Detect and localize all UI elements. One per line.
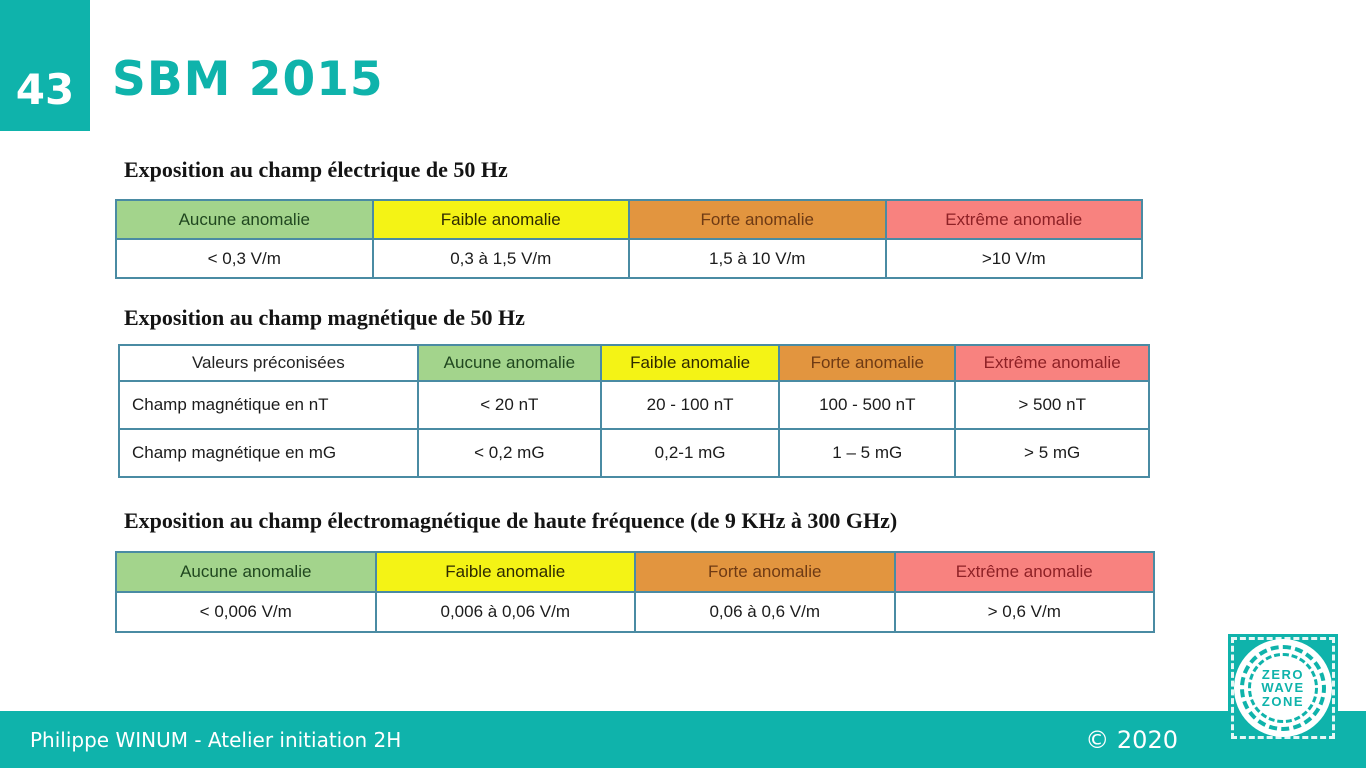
header-cell-valeurs: Valeurs préconisées — [119, 345, 418, 381]
section-heading-magnetic: Exposition au champ magnétique de 50 Hz — [124, 305, 525, 330]
logo-word-zone: ZONE — [1261, 693, 1305, 709]
value-cell: < 0,006 V/m — [116, 592, 376, 632]
footer-bar — [0, 711, 1366, 768]
value-cell: 0,006 à 0,06 V/m — [376, 592, 636, 632]
header-cell-aucune: Aucune anomalie — [418, 345, 601, 381]
value-cell: < 0,2 mG — [418, 429, 601, 477]
value-cell: 1,5 à 10 V/m — [629, 239, 886, 278]
value-cell: 100 - 500 nT — [779, 381, 955, 429]
table-row — [116, 592, 1154, 632]
table-row — [116, 239, 1142, 278]
logo-word-zero: ZERO — [1261, 666, 1305, 682]
value-cell: > 5 mG — [955, 429, 1149, 477]
logo-outer-ring — [1234, 639, 1332, 737]
value-cell: > 0,6 V/m — [895, 592, 1155, 632]
header-cell-extreme: Extrême anomalie — [886, 200, 1143, 239]
header-cell-extreme: Extrême anomalie — [895, 552, 1155, 592]
header-cell-faible: Faible anomalie — [601, 345, 779, 381]
section-heading-electric: Exposition au champ électrique de 50 Hz — [124, 157, 508, 182]
header-cell-extreme: Extrême anomalie — [955, 345, 1149, 381]
magnetic-field-table — [118, 344, 1150, 478]
table-row — [116, 200, 1142, 239]
zero-wave-zone-logo — [1228, 634, 1338, 742]
logo-wordmark — [1261, 668, 1304, 709]
logo-inner-circle — [1248, 653, 1318, 723]
section-heading-hf-electromagnetic: Exposition au champ électromagnétique de haute fréquence (de 9 KHz à 300 GHz) — [124, 508, 898, 533]
header-cell-forte: Forte anomalie — [779, 345, 955, 381]
row-label-cell: Champ magnétique en nT — [119, 381, 418, 429]
header-cell-faible: Faible anomalie — [376, 552, 636, 592]
value-cell: 20 - 100 nT — [601, 381, 779, 429]
slide-number-badge — [0, 0, 90, 131]
footer-author: Philippe WINUM - Atelier initiation 2H — [30, 727, 402, 752]
header-cell-aucune: Aucune anomalie — [116, 200, 373, 239]
logo-wavy-ring — [1240, 645, 1326, 731]
hf-electromagnetic-table — [115, 551, 1155, 633]
header-cell-aucune: Aucune anomalie — [116, 552, 376, 592]
page-title: SBM 2015 — [112, 52, 384, 107]
table-row — [119, 345, 1149, 381]
value-cell: 0,2-1 mG — [601, 429, 779, 477]
table-row — [116, 552, 1154, 592]
row-label-cell: Champ magnétique en mG — [119, 429, 418, 477]
value-cell: >10 V/m — [886, 239, 1143, 278]
logo-word-wave: WAVE — [1261, 680, 1305, 696]
electric-field-table — [115, 199, 1143, 279]
value-cell: < 0,3 V/m — [116, 239, 373, 278]
header-cell-forte: Forte anomalie — [635, 552, 895, 592]
value-cell: 0,06 à 0,6 V/m — [635, 592, 895, 632]
header-cell-faible: Faible anomalie — [373, 200, 630, 239]
header-cell-forte: Forte anomalie — [629, 200, 886, 239]
footer-copyright: © 2020 — [1085, 725, 1178, 754]
slide-number: 43 — [15, 65, 75, 114]
value-cell: 1 – 5 mG — [779, 429, 955, 477]
value-cell: 0,3 à 1,5 V/m — [373, 239, 630, 278]
table-row — [119, 429, 1149, 477]
value-cell: > 500 nT — [955, 381, 1149, 429]
value-cell: < 20 nT — [418, 381, 601, 429]
table-row — [119, 381, 1149, 429]
